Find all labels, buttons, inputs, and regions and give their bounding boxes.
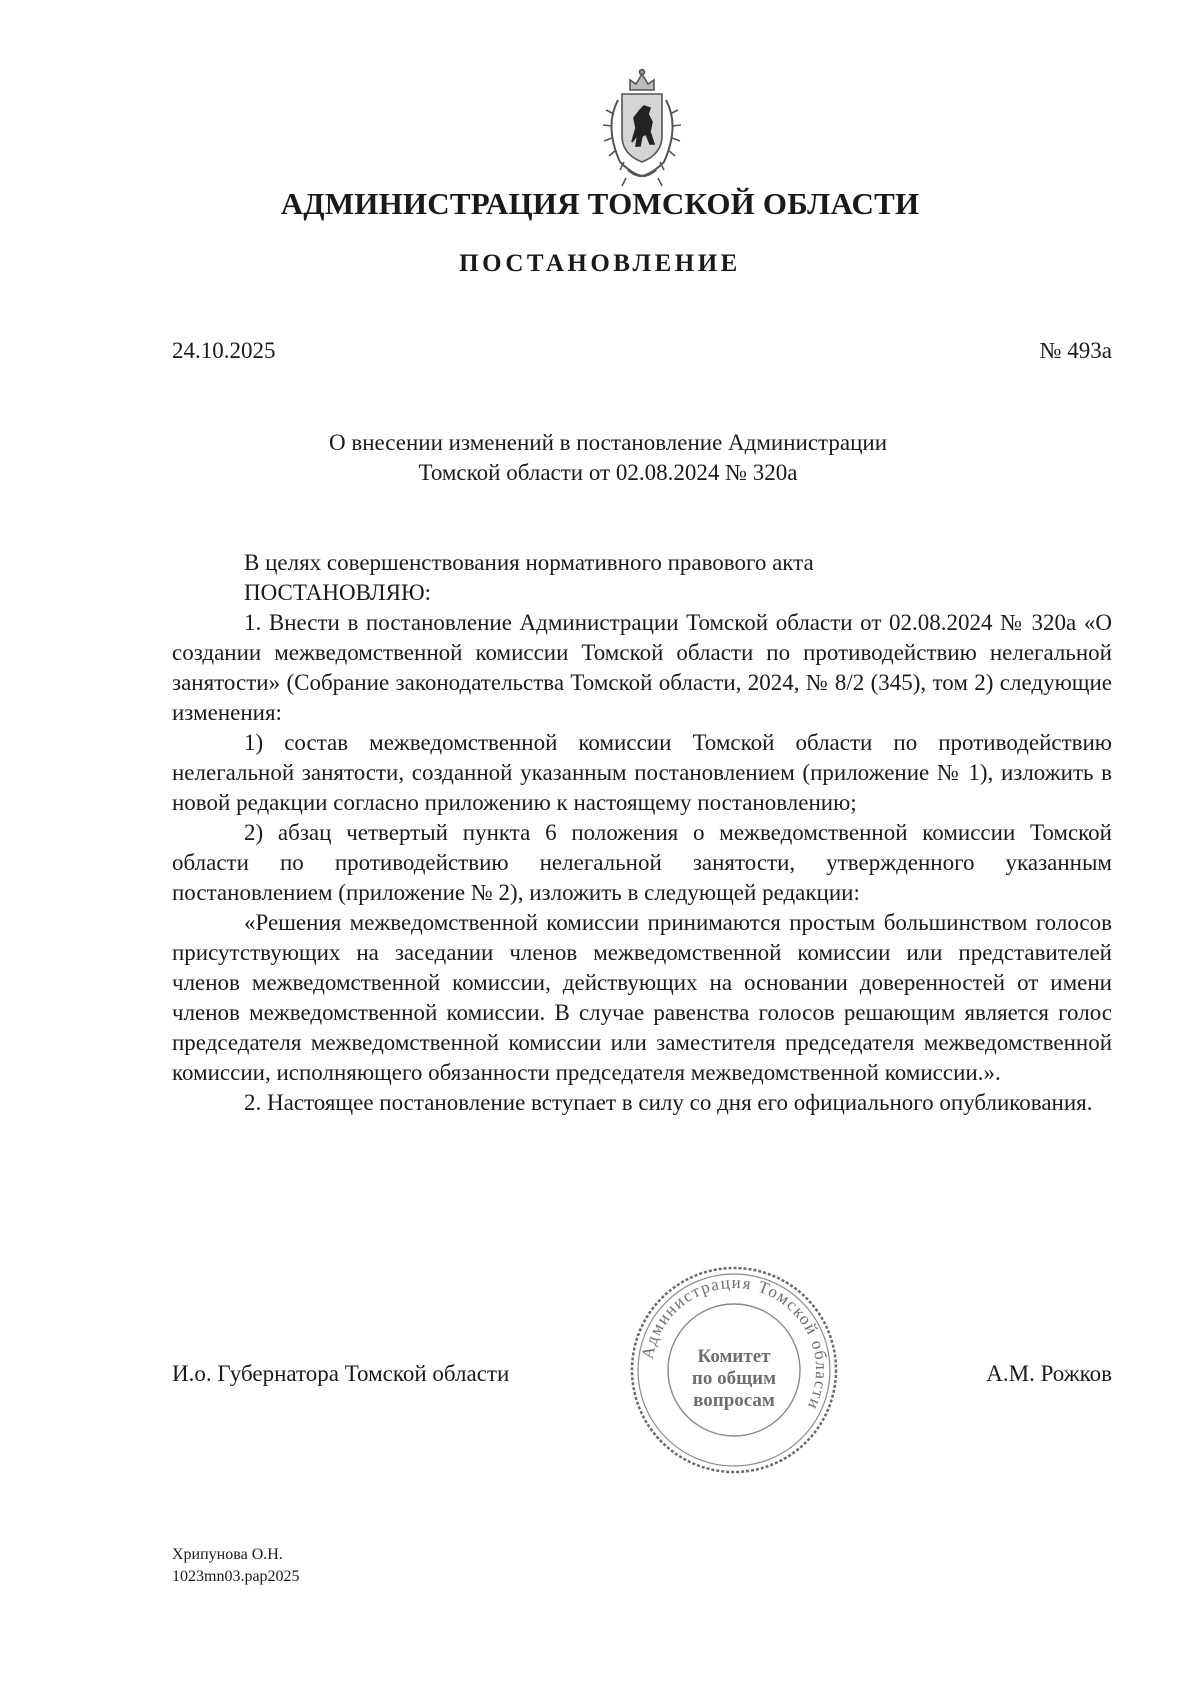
stamp-ring-text: Администрация Томской области [637,1272,832,1414]
signatory-name: А.М. Рожков [986,1361,1112,1386]
document-number: № 493а [1039,338,1112,363]
official-stamp [628,1264,840,1476]
stamp-line: вопросам [693,1390,775,1411]
document-body [172,548,1112,1118]
item-2-paragraph: 2. Настоящее постановление вступает в силу со дня его официального опубликования. [244,1090,1093,1115]
executor-name: Хрипунова О.Н. [172,1546,283,1563]
stamp-line: Комитет [697,1346,771,1367]
item-1-2-paragraph: 2) абзац четвертый пункта 6 положения о межведомственной комиссии Томской области по противодействию нелегальной занятости, утвержденного указанным постановлением (приложение № 2), изложить в следующей редакции: [172,820,1112,905]
intro-paragraph: В целях совершенствования нормативного правового акта [244,550,814,575]
subject-line: Томской области от 02.08.2024 № 320а [418,460,798,485]
document-subject [250,428,966,488]
signatory-position: И.о. Губернатора Томской области [172,1361,510,1386]
organization-title: АДМИНИСТРАЦИЯ ТОМСКОЙ ОБЛАСТИ [280,186,920,221]
decree-word: ПОСТАНОВЛЯЮ: [244,580,432,605]
stamp-line: по общим [691,1368,777,1389]
tomsk-coat-of-arms-icon [586,66,698,188]
subject-line: О внесении изменений в постановление Администрации [328,430,888,455]
quote-paragraph: «Решения межведомственной комиссии принимаются простым большинством голосов присутствующих на заседании членов межведомственной комиссии или представителей членов межведомственной комиссии, действующих на основании доверенностей от имени членов межведомственной комиссии. В случае равенства голосов решающим является голос председателя межведомственной комиссии или заместителя председателя межведомственной комиссии, исполняющего обязанности председателя межведомственной комиссии.». [172,910,1112,1085]
document-date: 24.10.2025 [172,338,276,363]
file-code: 1023mn03.pap2025 [172,1568,300,1585]
document-footer [172,1544,300,1588]
item-1-paragraph: 1. Внести в постановление Администрации Томской области от 02.08.2024 № 320а «О создании межведомственной комиссии Томской области по противодействию нелегальной занятости» (Собрание законодательства Томской области, 2024, № 8/2 (345), том 2) следующие изменения: [172,610,1112,725]
document-type-title: ПОСТАНОВЛЕНИЕ [459,250,741,277]
item-1-1-paragraph: 1) состав межведомственной комиссии Томской области по противодействию нелегальной занятости, созданной указанным постановлением (приложение № 1), изложить в новой редакции согласно приложению к настоящему постановлению; [172,730,1112,815]
